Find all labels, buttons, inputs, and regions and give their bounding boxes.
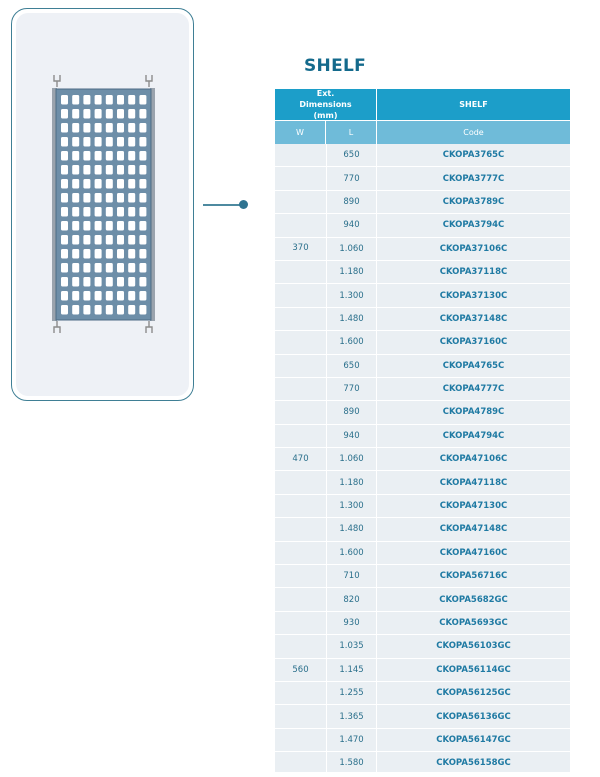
header-w: W: [275, 120, 326, 144]
perforation-hole: [61, 109, 68, 119]
table-row: [275, 682, 570, 705]
perforation-hole: [83, 305, 90, 315]
perforation-hole: [117, 151, 124, 161]
table-row: [275, 355, 570, 378]
code-cell: CKOPA56716C: [439, 571, 508, 582]
perforation-hole: [117, 235, 124, 245]
perforation-hole: [117, 137, 124, 147]
perforation-hole: [106, 109, 113, 119]
perforation-hole: [139, 165, 146, 175]
perforation-hole: [95, 277, 102, 287]
perforated-shelf-image: [12, 9, 195, 402]
length-cell: 1.060: [326, 448, 377, 470]
perforation-hole: [128, 193, 135, 203]
perforation-hole: [95, 193, 102, 203]
perforation-hole: [139, 137, 146, 147]
table-row: [275, 612, 570, 635]
perforation-hole: [95, 179, 102, 189]
code-cell: CKOPA3765C: [442, 150, 505, 161]
length-cell: 1.480: [326, 308, 377, 330]
table-row: [275, 518, 570, 541]
perforation-hole: [61, 193, 68, 203]
code-cell: CKOPA37118C: [439, 267, 508, 278]
perforation-hole: [72, 179, 79, 189]
perforation-hole: [106, 263, 113, 273]
length-cell: 1.060: [326, 238, 377, 260]
length-cell: 650: [326, 355, 377, 377]
perforation-hole: [106, 207, 113, 217]
table-row: [275, 729, 570, 752]
perforation-hole: [61, 137, 68, 147]
table-row: [275, 471, 570, 494]
perforation-hole: [128, 291, 135, 301]
perforation-hole: [72, 207, 79, 217]
code-cell: CKOPA3789C: [442, 196, 505, 207]
perforation-hole: [83, 179, 90, 189]
perforation-hole: [139, 249, 146, 259]
table-row: [275, 401, 570, 424]
perforation-hole: [106, 235, 113, 245]
perforation-hole: [139, 179, 146, 189]
length-cell: 1.300: [326, 284, 377, 306]
perforation-hole: [95, 123, 102, 133]
perforation-hole: [106, 193, 113, 203]
header-product: SHELF: [377, 89, 570, 120]
length-cell: 1.035: [326, 635, 377, 657]
length-cell: 890: [326, 401, 377, 423]
connector-line: [203, 204, 241, 206]
table-body: [275, 144, 570, 776]
perforation-hole: [83, 109, 90, 119]
perforation-hole: [117, 109, 124, 119]
perforation-hole: [139, 291, 146, 301]
length-cell: 710: [326, 565, 377, 587]
perforation-hole: [83, 207, 90, 217]
perforation-hole: [72, 305, 79, 315]
table-row: [275, 191, 570, 214]
length-cell: 890: [326, 191, 377, 213]
perforation-hole: [72, 277, 79, 287]
perforation-hole: [128, 151, 135, 161]
perforation-hole: [72, 151, 79, 161]
perforation-hole: [128, 137, 135, 147]
perforation-hole: [139, 109, 146, 119]
perforation-hole: [106, 137, 113, 147]
length-cell: 940: [326, 214, 377, 236]
length-cell: 1.580: [326, 752, 377, 774]
perforation-hole: [95, 151, 102, 161]
width-cell: 560: [292, 664, 309, 675]
perforation-hole: [72, 193, 79, 203]
code-cell: CKOPA47160C: [439, 547, 508, 558]
code-cell: CKOPA47118C: [439, 477, 508, 488]
length-cell: 650: [326, 144, 377, 166]
perforation-hole: [128, 123, 135, 133]
code-cell: CKOPA37160C: [439, 337, 508, 348]
code-cell: CKOPA56136GC: [436, 711, 511, 722]
perforation-hole: [106, 95, 113, 105]
perforation-hole: [72, 263, 79, 273]
code-cell: CKOPA5682GC: [439, 594, 508, 605]
perforation-hole: [128, 95, 135, 105]
perforation-hole: [61, 165, 68, 175]
perforation-hole: [61, 95, 68, 105]
length-cell: 1.145: [326, 659, 377, 681]
perforation-hole: [83, 235, 90, 245]
perforation-hole: [95, 221, 102, 231]
perforation-hole: [128, 305, 135, 315]
perforation-hole: [117, 263, 124, 273]
perforation-hole: [72, 165, 79, 175]
perforation-hole: [95, 263, 102, 273]
perforation-hole: [128, 235, 135, 245]
perforation-hole: [72, 249, 79, 259]
perforation-hole: [117, 95, 124, 105]
perforation-hole: [95, 109, 102, 119]
perforation-hole: [128, 207, 135, 217]
perforation-hole: [128, 249, 135, 259]
perforation-hole: [128, 179, 135, 189]
perforation-hole: [117, 207, 124, 217]
perforation-hole: [106, 249, 113, 259]
perforation-hole: [72, 95, 79, 105]
length-cell: 770: [326, 167, 377, 189]
page-title: SHELF: [304, 56, 367, 76]
perforation-hole: [61, 291, 68, 301]
perforation-hole: [72, 235, 79, 245]
perforation-hole: [83, 221, 90, 231]
code-cell: CKOPA56103GC: [436, 641, 511, 652]
header-dimensions: Ext. Dimensions (mm): [275, 89, 377, 120]
perforation-hole: [83, 249, 90, 259]
perforation-hole: [95, 291, 102, 301]
perforation-hole: [72, 109, 79, 119]
perforation-hole: [139, 305, 146, 315]
length-cell: 1.480: [326, 518, 377, 540]
table-row: [275, 261, 570, 284]
table-row: [275, 144, 570, 167]
perforation-hole: [128, 277, 135, 287]
perforation-hole: [117, 193, 124, 203]
length-cell: 1.180: [326, 261, 377, 283]
perforation-hole: [72, 137, 79, 147]
table-row: [275, 542, 570, 565]
perforation-hole: [95, 165, 102, 175]
perforation-hole: [72, 123, 79, 133]
table-row: [275, 214, 570, 237]
perforation-hole: [83, 165, 90, 175]
connector-dot: [239, 200, 248, 209]
perforation-hole: [106, 179, 113, 189]
perforation-hole: [139, 193, 146, 203]
code-cell: CKOPA37106C: [439, 243, 508, 254]
perforation-hole: [117, 179, 124, 189]
perforation-hole: [106, 291, 113, 301]
perforation-hole: [128, 221, 135, 231]
table-row: [275, 308, 570, 331]
table-row: [275, 425, 570, 448]
perforation-hole: [139, 95, 146, 105]
table-row: [275, 284, 570, 307]
perforation-hole: [106, 151, 113, 161]
length-cell: 770: [326, 378, 377, 400]
code-cell: CKOPA37148C: [439, 313, 508, 324]
length-cell: 1.470: [326, 729, 377, 751]
perforation-hole: [106, 123, 113, 133]
perforation-hole: [61, 235, 68, 245]
perforation-hole: [61, 179, 68, 189]
perforation-hole: [95, 207, 102, 217]
perforation-hole: [139, 263, 146, 273]
code-cell: CKOPA3794C: [442, 220, 505, 231]
code-cell: CKOPA37130C: [439, 290, 508, 301]
perforation-hole: [117, 123, 124, 133]
perforation-hole: [139, 221, 146, 231]
code-cell: CKOPA5693GC: [439, 618, 508, 628]
perforation-hole: [106, 165, 113, 175]
width-cell: 370: [292, 243, 309, 254]
length-cell: 1.600: [326, 331, 377, 353]
perforation-hole: [61, 305, 68, 315]
perforation-hole: [95, 137, 102, 147]
code-cell: CKOPA4789C: [442, 407, 505, 418]
table-row: [275, 565, 570, 588]
header-code: Code: [377, 120, 570, 144]
perforation-hole: [117, 221, 124, 231]
perforation-hole: [83, 137, 90, 147]
perforation-hole: [95, 235, 102, 245]
perforation-hole: [117, 249, 124, 259]
perforation-hole: [139, 207, 146, 217]
perforation-hole: [61, 151, 68, 161]
code-cell: CKOPA4765C: [442, 360, 505, 371]
perforation-hole: [95, 249, 102, 259]
table-row: [275, 588, 570, 611]
length-cell: 1.180: [326, 471, 377, 493]
code-cell: CKOPA4777C: [442, 384, 505, 395]
perforation-hole: [139, 151, 146, 161]
perforation-hole: [72, 291, 79, 301]
table-row: [275, 167, 570, 190]
table-row: [275, 495, 570, 518]
perforation-hole: [83, 193, 90, 203]
product-image-card: [11, 8, 194, 401]
perforation-hole: [61, 123, 68, 133]
perforation-hole: [83, 291, 90, 301]
perforation-hole: [61, 277, 68, 287]
perforation-hole: [117, 291, 124, 301]
code-cell: CKOPA56114GC: [436, 664, 511, 675]
perforation-hole: [61, 249, 68, 259]
code-cell: CKOPA56158GC: [436, 758, 511, 769]
length-cell: 1.600: [326, 542, 377, 564]
header-l: L: [326, 120, 377, 144]
length-cell: 820: [326, 588, 377, 610]
perforation-hole: [95, 95, 102, 105]
code-cell: CKOPA47106C: [439, 454, 508, 465]
perforation-hole: [139, 235, 146, 245]
perforation-hole: [128, 165, 135, 175]
perforation-hole: [72, 221, 79, 231]
perforation-hole: [117, 165, 124, 175]
perforation-hole: [61, 221, 68, 231]
code-cell: CKOPA3777C: [442, 173, 505, 184]
code-cell: CKOPA56125GC: [436, 688, 511, 699]
width-cell: 470: [292, 453, 309, 464]
perforation-hole: [106, 277, 113, 287]
perforation-hole: [83, 123, 90, 133]
code-cell: CKOPA56147GC: [436, 734, 511, 745]
length-cell: 1.365: [326, 705, 377, 727]
length-cell: 940: [326, 425, 377, 447]
code-cell: CKOPA47148C: [439, 524, 508, 535]
length-cell: 1.300: [326, 495, 377, 517]
perforation-hole: [106, 221, 113, 231]
perforation-hole: [117, 305, 124, 315]
perforation-hole: [61, 207, 68, 217]
table-row: [275, 331, 570, 354]
perforation-hole: [83, 95, 90, 105]
perforation-hole: [83, 277, 90, 287]
table-row: [275, 635, 570, 658]
perforation-hole: [117, 277, 124, 287]
perforation-hole: [128, 109, 135, 119]
perforation-hole: [128, 263, 135, 273]
table-row: [275, 752, 570, 775]
perforation-hole: [83, 263, 90, 273]
code-cell: CKOPA4794C: [442, 430, 505, 441]
perforation-hole: [95, 305, 102, 315]
table-row: [275, 378, 570, 401]
perforation-hole: [83, 151, 90, 161]
perforation-hole: [139, 123, 146, 133]
table-row: [275, 705, 570, 728]
perforation-hole: [139, 277, 146, 287]
code-cell: CKOPA47130C: [439, 501, 508, 512]
product-table: [275, 89, 570, 772]
perforation-hole: [61, 263, 68, 273]
length-cell: 1.255: [326, 682, 377, 704]
perforation-hole: [106, 305, 113, 315]
length-cell: 930: [326, 612, 377, 634]
